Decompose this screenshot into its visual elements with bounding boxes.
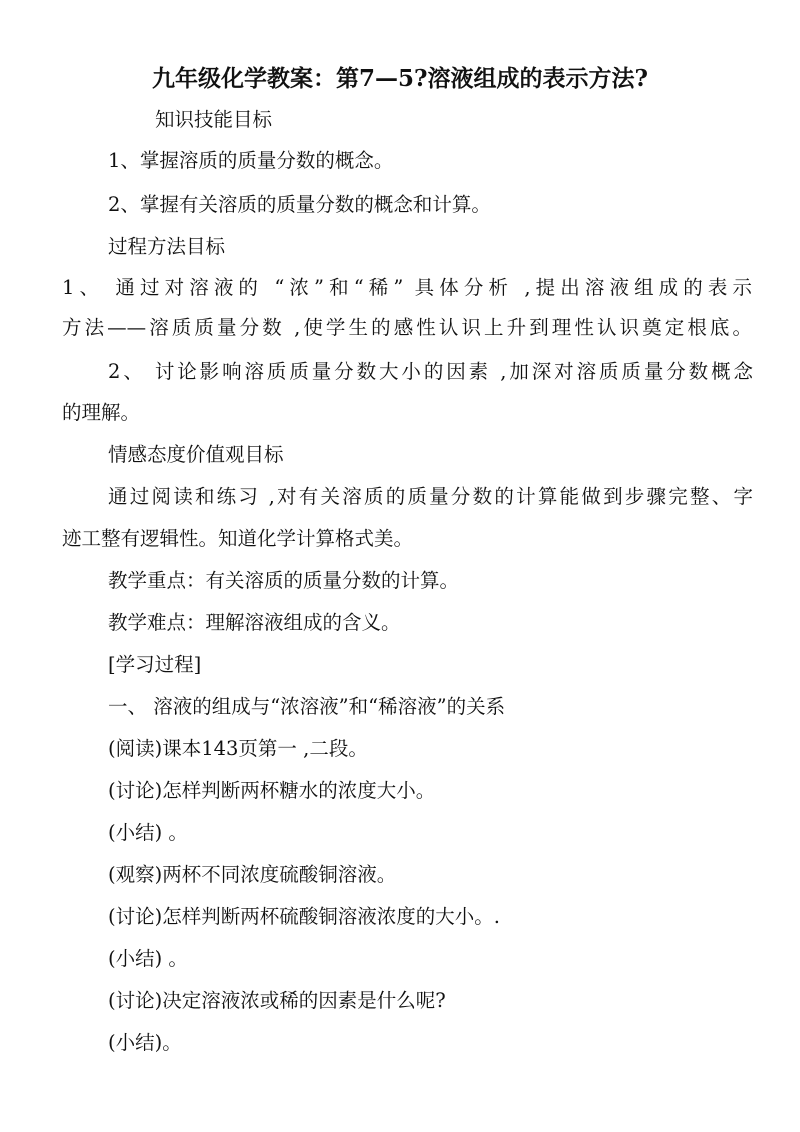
activity-line: (阅读)课本143页第一 ,二段。 (108, 737, 368, 760)
paragraph-line: 1、掌握溶质的质量分数的概念。 (108, 149, 394, 172)
activity-line: (观察)两杯不同浓度硫酸铜溶液。 (108, 863, 397, 886)
activity-line: (讨论)决定溶液浓或稀的因素是什么呢? (108, 989, 446, 1012)
activity-line: (小结) 。 (108, 947, 188, 970)
activity-line: (讨论)怎样判断两杯硫酸铜溶液浓度的大小。. (108, 905, 500, 928)
section-heading-knowledge-goals: 知识技能目标 (155, 108, 273, 131)
paragraph-line: 迹工整有逻辑性。知道化学计算格式美。 (62, 527, 414, 550)
paragraph-line: 1、 通过对溶液的 “浓”和“稀” 具体分析 ,提出溶液组成的表示 (62, 276, 752, 299)
section-heading-values-goals: 情感态度价值观目标 (108, 443, 284, 466)
activity-line: (小结) 。 (108, 821, 188, 844)
teaching-focus-line: 教学重点：有关溶质的质量分数的计算。 (108, 569, 460, 592)
paragraph-line: 方法——溶质质量分数 ,使学生的感性认识上升到理性认识奠定根底。 (62, 316, 752, 339)
activity-line: (小结)。 (108, 1031, 182, 1054)
document-title: 九年级化学教案：第7—5?溶液组成的表示方法? (152, 65, 648, 92)
paragraph-line: 2、 讨论影响溶质质量分数大小的因素 ,加深对溶质质量分数概念 (108, 360, 753, 383)
paragraph-line: 2、掌握有关溶质的质量分数的概念和计算。 (108, 193, 491, 216)
section-heading-solution-composition: 一、 溶液的组成与“浓溶液”和“稀溶液”的关系 (108, 695, 506, 718)
teaching-difficulty-line: 教学难点：理解溶液组成的含义。 (108, 611, 401, 634)
learning-process-heading: [学习过程] (108, 653, 202, 676)
paragraph-line: 的理解。 (62, 401, 141, 424)
section-heading-process-goals: 过程方法目标 (108, 235, 226, 258)
activity-line: (讨论)怎样判断两杯糖水的浓度大小。 (108, 779, 436, 802)
paragraph-line: 通过阅读和练习 ,对有关溶质的质量分数的计算能做到步骤完整、字 (108, 485, 753, 508)
